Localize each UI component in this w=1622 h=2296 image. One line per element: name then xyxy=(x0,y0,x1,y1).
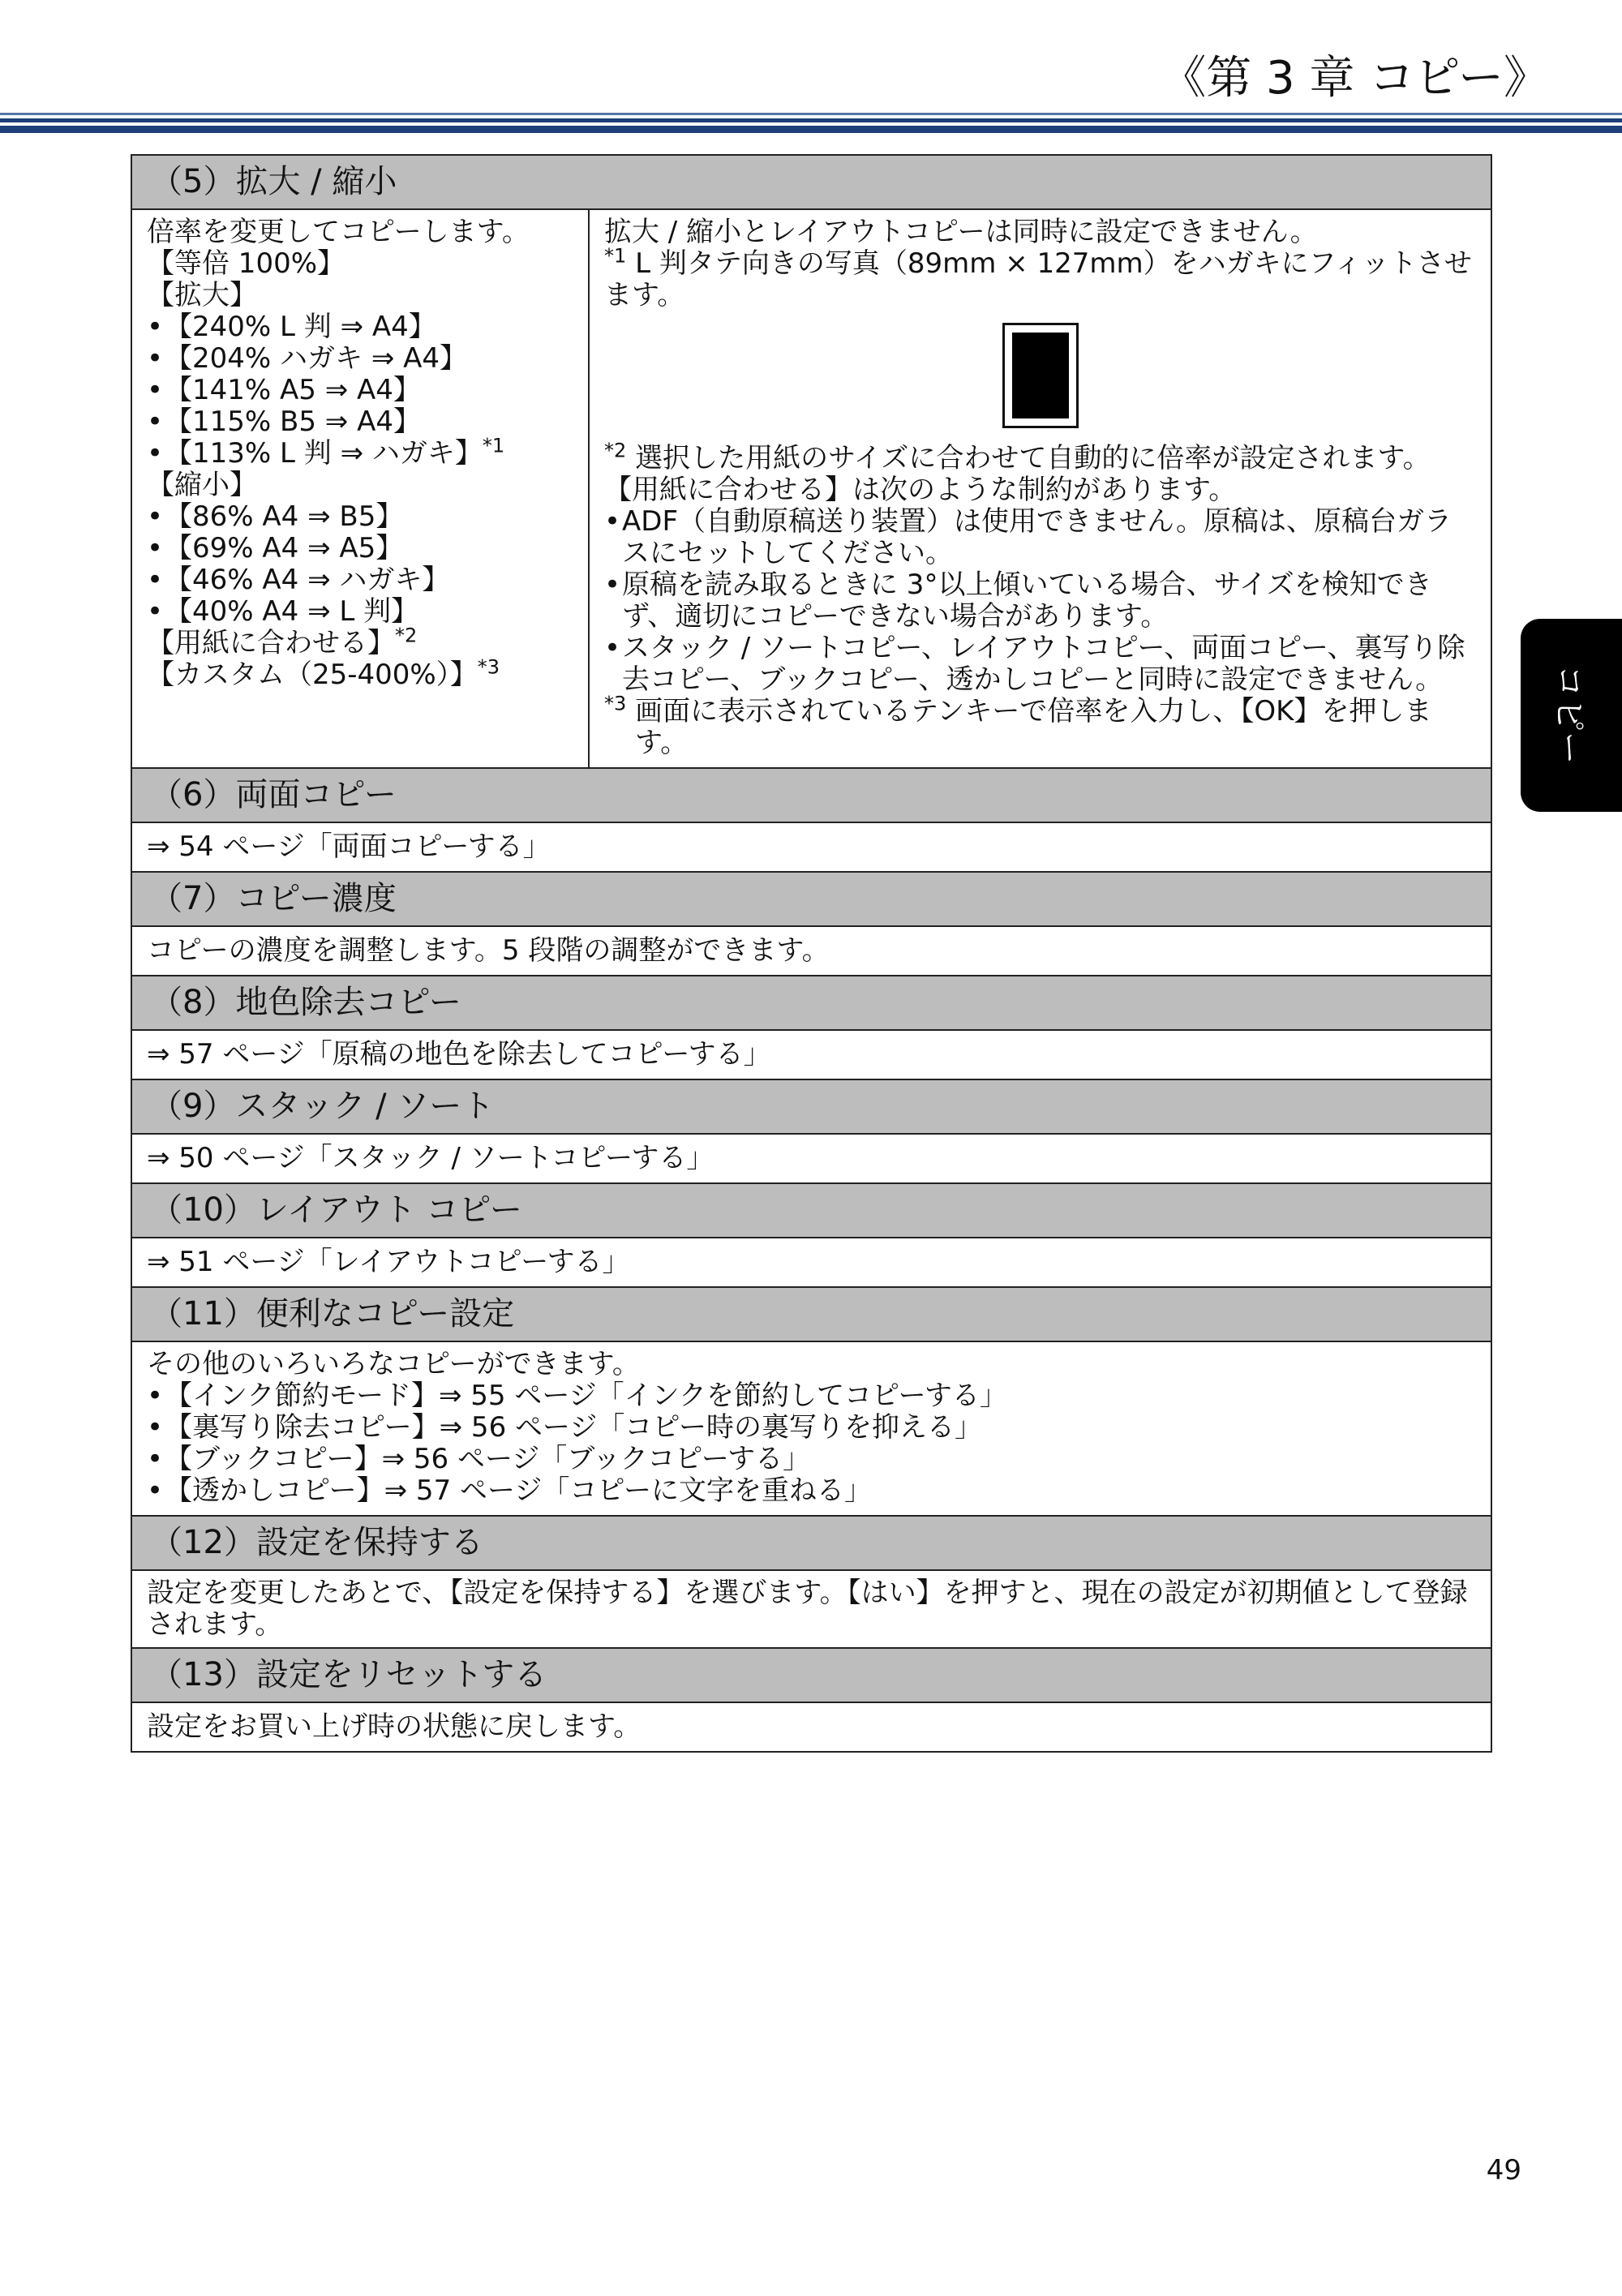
zoom-same-size: 【等倍 100%】 xyxy=(147,247,345,280)
zoom-enlarge-item: • 【204% ハガキ ⇒ A4】 xyxy=(147,343,573,375)
section-header-background-removal: （8）地色除去コピー xyxy=(131,976,1491,1030)
header-rule-thin xyxy=(0,113,1622,115)
section-body-reset-settings: 設定をお買い上げ時の状態に戻します。 xyxy=(131,1702,1491,1752)
zoom-reduce-item: • 【40% A4 ⇒ L 判】 xyxy=(147,596,573,628)
zoom-intro: 倍率を変更してコピーします。 xyxy=(147,216,530,248)
section-body-layout-copy: ⇒ 51 ページ「レイアウトコピーする」 xyxy=(131,1238,1491,1287)
chapter-side-tab xyxy=(1521,619,1622,812)
useful-setting-item: • 【ブックコピー】⇒ 56 ページ「ブックコピーする」 xyxy=(147,1444,1476,1475)
zoom-reduce-heading: 【縮小】 xyxy=(147,469,257,501)
photo-frame-icon xyxy=(1002,323,1079,428)
zoom-fit-to-paper: 【用紙に合わせる】$^{*2}$ xyxy=(147,624,418,659)
section-header-keep-settings: （12）設定を保持する xyxy=(131,1516,1491,1570)
section-body-density: コピーの濃度を調整します。5 段階の調整ができます。 xyxy=(131,926,1491,976)
footnote-mark: *2 xyxy=(395,624,418,647)
section-header-zoom: （5）拡大 / 縮小 xyxy=(131,155,1491,209)
zoom-enlarge-item: • 【113% L 判 ⇒ ハガキ】$^{*1}$ xyxy=(147,438,573,470)
restriction-item: • ADF（自動原稿送り装置）は使用できません。原稿は、原稿台ガラスにセットしてください。 xyxy=(604,506,1476,569)
footnote-1: $^{*1}$ L 判タテ向きの写真（89mm × 127mm）をハガキにフィットさせます。 xyxy=(604,244,1472,311)
section-header-duplex: （6）両面コピー xyxy=(131,768,1491,822)
section-body-stack-sort: ⇒ 50 ページ「スタック / ソートコピーする」 xyxy=(131,1134,1491,1183)
zoom-enlarge-item: • 【115% B5 ⇒ A4】 xyxy=(147,406,573,438)
photo-illustration xyxy=(604,323,1476,428)
section-header-layout-copy: （10）レイアウト コピー xyxy=(131,1183,1491,1238)
section-body-duplex: ⇒ 54 ページ「両面コピーする」 xyxy=(131,822,1491,872)
section-header-useful-settings: （11）便利なコピー設定 xyxy=(131,1287,1491,1341)
restriction-item: • 原稿を読み取るときに 3°以上傾いている場合、サイズを検知できず、適切にコピーできない場合があります。 xyxy=(604,569,1476,633)
useful-setting-item: • 【裏写り除去コピー】⇒ 56 ページ「コピー時の裏写りを抑える」 xyxy=(147,1412,1476,1444)
zoom-reduce-item: • 【86% A4 ⇒ B5】 xyxy=(147,501,573,533)
zoom-reduce-item: • 【46% A4 ⇒ ハガキ】 xyxy=(147,564,573,596)
zoom-custom: 【カスタム（25-400%）】$^{*3}$ xyxy=(147,655,500,691)
footnote-mark: *3 xyxy=(477,655,500,679)
section-body-background-removal: ⇒ 57 ページ「原稿の地色を除去してコピーする」 xyxy=(131,1030,1491,1079)
footnote-3: $^{*3}$ 画面に表示されているテンキーで倍率を入力し、【OK】を押します。 xyxy=(604,692,1432,759)
footnote-2: $^{*2}$ 選択した用紙のサイズに合わせて自動的に倍率が設定されます。 xyxy=(604,439,1431,474)
side-tab-label: コピー xyxy=(1550,664,1587,766)
chapter-title: 《第 3 章 コピー》 xyxy=(1161,52,1549,105)
page-number: 49 xyxy=(1486,2154,1521,2187)
footnote-mark: *1 xyxy=(482,434,505,457)
section-header-stack-sort: （9）スタック / ソート xyxy=(131,1079,1491,1134)
section-body-keep-settings: 設定を変更したあとで、【設定を保持する】を選びます。【はい】を押すと、現在の設定が初期値として登録されます。 xyxy=(131,1570,1491,1648)
section-body-useful-settings xyxy=(131,1341,1491,1516)
zoom-options-cell xyxy=(131,209,589,768)
zoom-notes-cell xyxy=(589,209,1491,768)
zoom-enlarge-heading: 【拡大】 xyxy=(147,279,257,311)
useful-settings-intro: その他のいろいろなコピーができます。 xyxy=(147,1348,640,1380)
zoom-layout-note: 拡大 / 縮小とレイアウトコピーは同時に設定できません。 xyxy=(604,216,1318,248)
section-header-reset-settings: （13）設定をリセットする xyxy=(131,1648,1491,1702)
useful-setting-item: • 【インク節約モード】⇒ 55 ページ「インクを節約してコピーする」 xyxy=(147,1380,1476,1412)
zoom-enlarge-item: • 【141% A5 ⇒ A4】 xyxy=(147,375,573,406)
fit-restriction-intro: 【用紙に合わせる】は次のような制約があります。 xyxy=(604,474,1237,506)
copy-settings-table xyxy=(131,154,1492,1753)
zoom-enlarge-item: • 【240% L 判 ⇒ A4】 xyxy=(147,311,573,343)
useful-setting-item: • 【透かしコピー】⇒ 57 ページ「コピーに文字を重ねる」 xyxy=(147,1475,1476,1507)
header-rule-thick xyxy=(0,126,1622,133)
section-header-density: （7）コピー濃度 xyxy=(131,872,1491,926)
zoom-reduce-item: • 【69% A4 ⇒ A5】 xyxy=(147,533,573,564)
restriction-item: • スタック / ソートコピー、レイアウトコピー、両面コピー、裏写り除去コピー、ブックコピー、透かしコピーと同時に設定できません。 xyxy=(604,633,1476,696)
header-rule-mid xyxy=(0,118,1622,122)
